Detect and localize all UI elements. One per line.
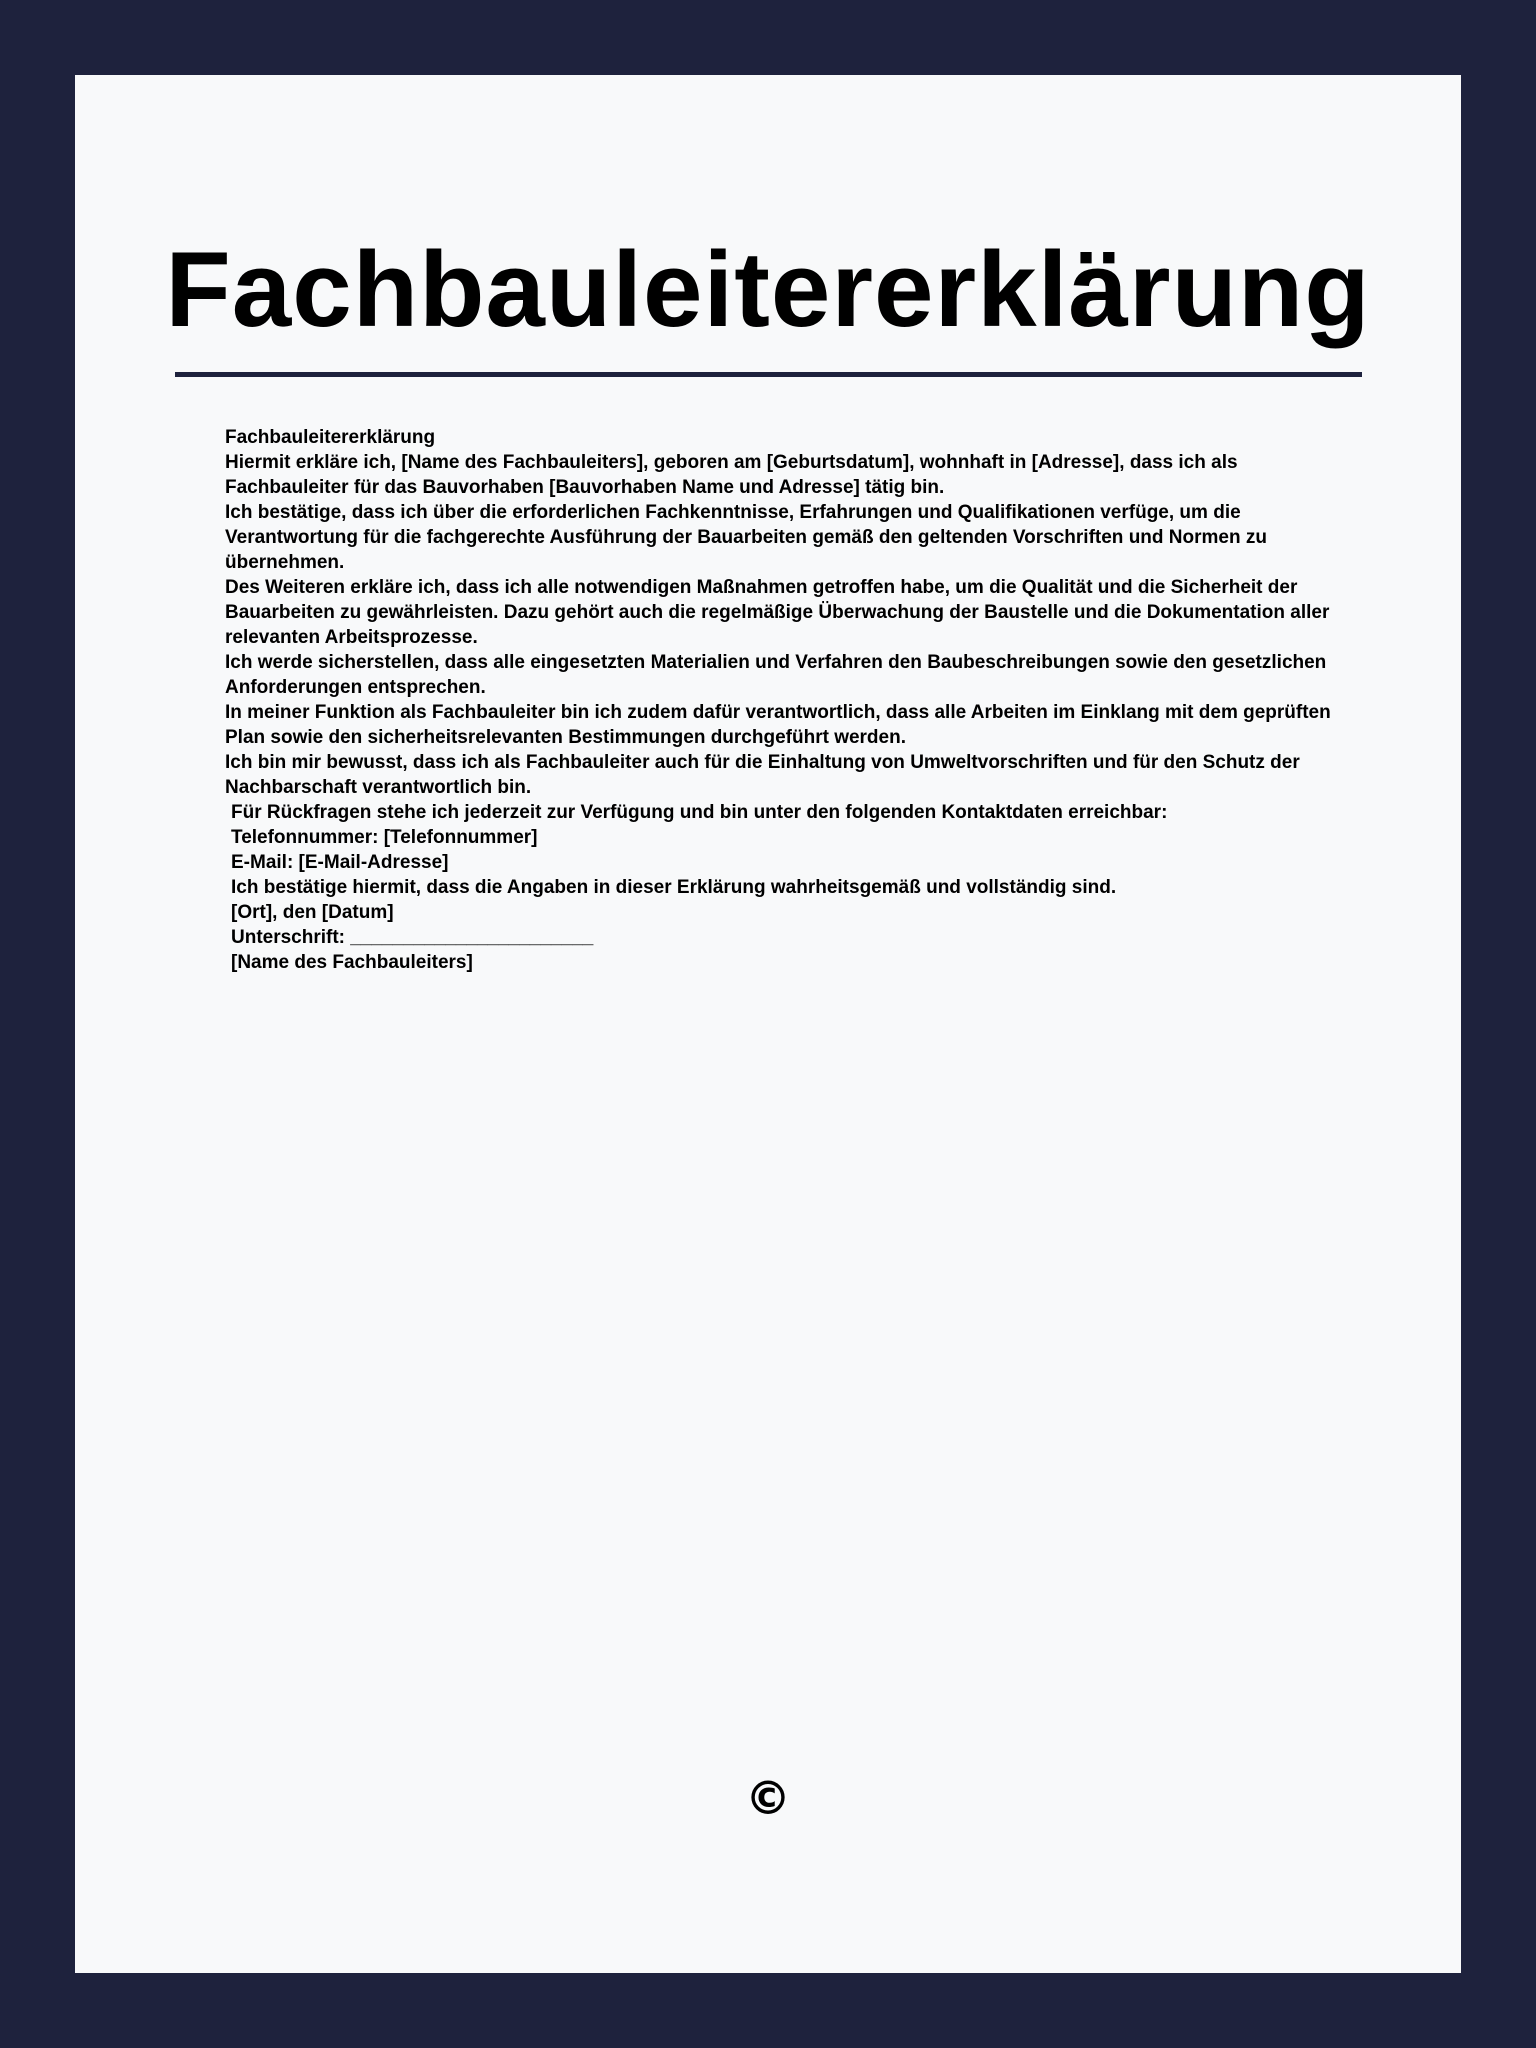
contact-intro: Für Rückfragen stehe ich jederzeit zur Verfügung und bin unter den folgenden Kontaktdaten erreichbar: (231, 802, 1168, 823)
signature-line: Unterschrift: _______________________ (231, 927, 594, 948)
body-heading: Fachbauleitererklärung (225, 427, 436, 448)
paragraph-materials: Ich werde sicherstellen, dass alle eingesetzten Materialien und Verfahren den Baubeschreibungen sowie den gesetzlichen Anforderungen entsprechen. (225, 652, 1327, 698)
paragraph-quality-safety: Des Weiteren erkläre ich, dass ich alle notwendigen Maßnahmen getroffen habe, um die Qualität und die Sicherheit der Bauarbeiten zu gewährleisten. Dazu gehört auch die regelmäßige Überwachung der Baustelle und die Dokumentation aller relevanten Arbeitsprozesse. (225, 577, 1330, 648)
signer-name: [Name des Fachbauleiters] (231, 952, 473, 973)
document-page (75, 75, 1461, 1973)
confirmation-statement: Ich bestätige hiermit, dass die Angaben in dieser Erklärung wahrheitsgemäß und vollständig sind. (231, 877, 1117, 898)
copyright-icon: © (745, 1771, 791, 1825)
paragraph-qualification: Ich bestätige, dass ich über die erforderlichen Fachkenntnisse, Erfahrungen und Qualifikationen verfüge, um die Verantwortung für die fachgerechte Ausführung der Bauarbeiten gemäß den geltenden Vorschriften und Normen zu übernehmen. (225, 502, 1267, 573)
paragraph-environment: Ich bin mir bewusst, dass ich als Fachbauleiter auch für die Einhaltung von Umweltvorschriften und für den Schutz der Nachbarschaft verantwortlich bin. (225, 752, 1300, 798)
paragraph-declaration: Hiermit erkläre ich, [Name des Fachbauleiters], geboren am [Geburtsdatum], wohnhaft in [Adresse], dass ich als Fachbauleiter für das Bauvorhaben [Bauvorhaben Name und Adresse] tätig bin. (225, 452, 1238, 498)
document-body (225, 425, 1335, 975)
place-date: [Ort], den [Datum] (231, 902, 394, 923)
title-divider (175, 372, 1362, 377)
paragraph-responsibility: In meiner Funktion als Fachbauleiter bin ich zudem dafür verantwortlich, dass alle Arbeiten im Einklang mit dem geprüften Plan sowie den sicherheitsrelevanten Bestimmungen durchgeführt werden. (225, 702, 1331, 748)
document-title: Fachbauleitererklärung (165, 229, 1371, 349)
contact-email: E-Mail: [E-Mail-Adresse] (231, 852, 449, 873)
contact-phone: Telefonnummer: [Telefonnummer] (231, 827, 538, 848)
